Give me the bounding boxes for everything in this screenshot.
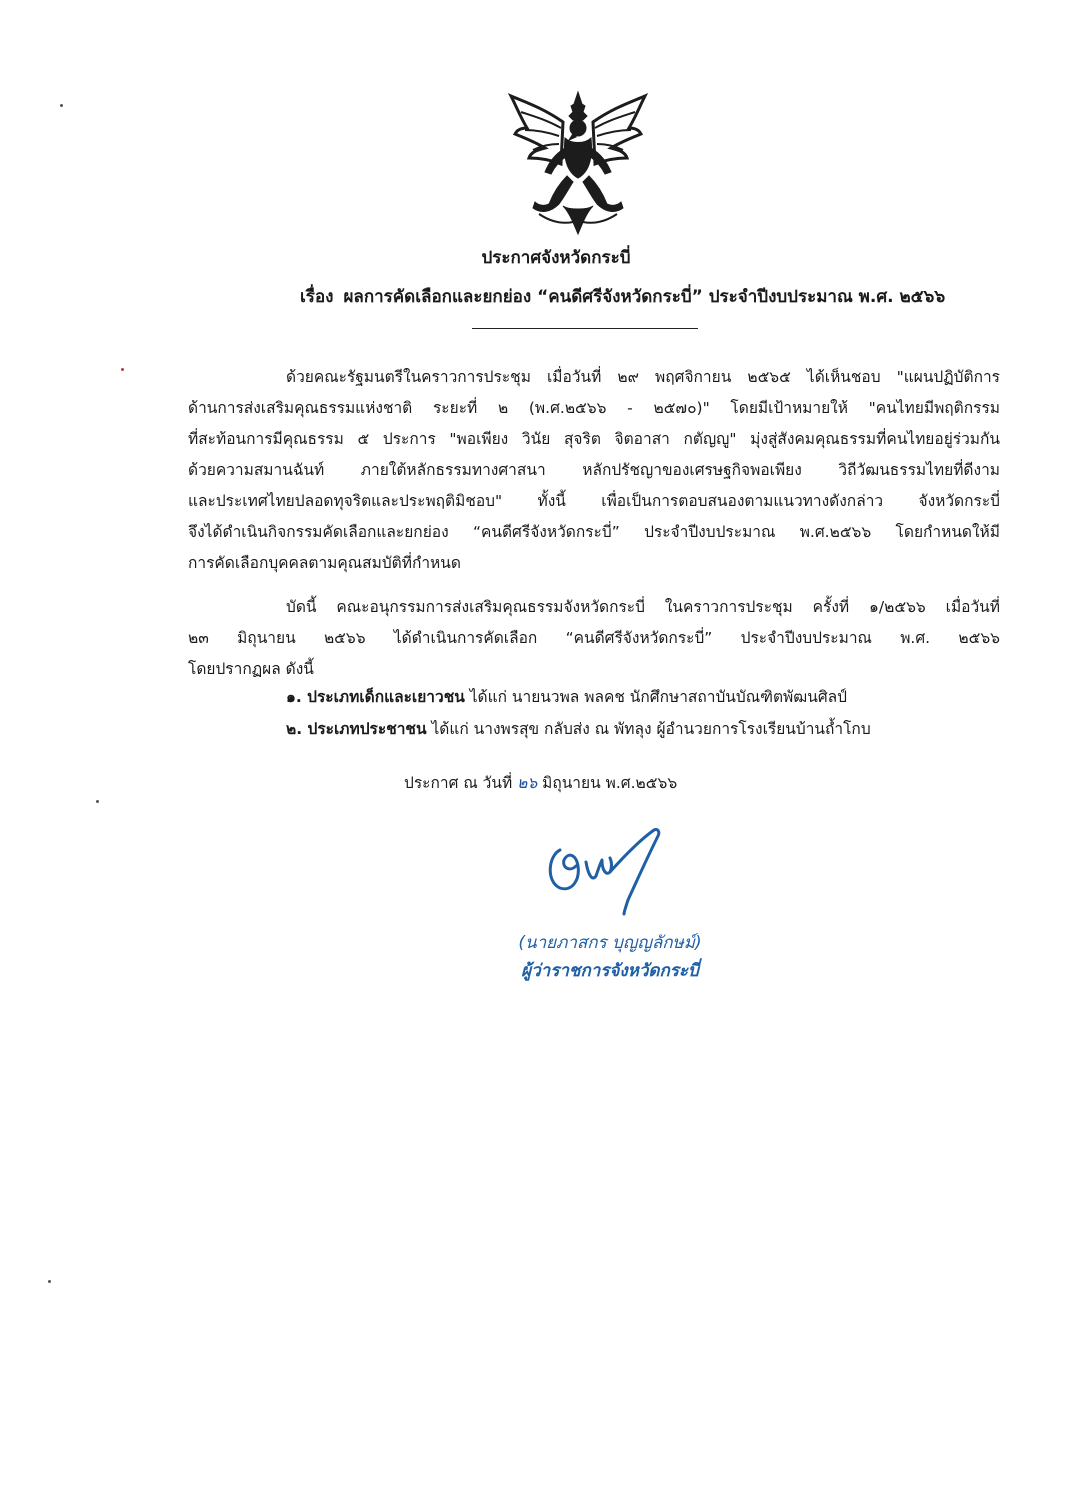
paragraph-line: ที่สะท้อนการมีคุณธรรม ๕ ประการ "พอเพียง วินัย สุจริต จิตอาสา กตัญญู" มุ่งสู่สังคมคุณธรรมที่คนไทยอยู่ร่วมกัน [188,430,1000,448]
scan-speck [60,104,63,107]
paragraph-line: ด้านการส่งเสริมคุณธรรมแห่งชาติ ระยะที่ ๒ (พ.ศ.๒๕๖๖ - ๒๕๗๐)" โดยมีเป้าหมายให้ "คนไทยมีพฤติกรรม [188,399,1000,417]
paragraph-line: ด้วยคณะรัฐมนตรีในคราวการประชุม เมื่อวันที่ ๒๙ พฤศจิกายน ๒๕๖๕ ได้เห็นชอบ "แผนปฏิบัติการ [286,368,1000,386]
paragraph-line: ๒๓ มิถุนายน ๒๕๖๖ ได้ดำเนินการคัดเลือก “คนดีศรีจังหวัดกระบี่” ประจำปีงบประมาณ พ.ศ. ๒๕๖๖ [188,629,1000,647]
paragraph-results [188,592,1000,685]
handwritten-signature [540,826,690,916]
result-category: ๑. ประเภทเด็กและเยาวชน [286,688,465,706]
date-prefix: ประกาศ ณ วันที่ [404,774,513,792]
signer-position: ผู้ว่าราชการจังหวัดกระบี่ [521,961,699,981]
subject-label: เรื่อง [300,287,334,307]
announcement-title: ประกาศจังหวัดกระบี่ [481,248,631,268]
title-divider [472,328,698,329]
paragraph-background [188,362,1000,579]
paragraph-line: โดยปรากฏผล ดังนี้ [188,660,314,678]
date-day: ๒๖ [517,774,538,792]
result-item-youth [286,682,1006,712]
result-item-public [286,714,1006,744]
garuda-emblem-icon [503,88,653,238]
subject-text: ผลการคัดเลือกและยกย่อง “คนดีศรีจังหวัดกระบี่” ประจำปีงบประมาณ พ.ศ. ๒๕๖๖ [343,287,946,307]
paragraph-line: จึงได้ดำเนินกิจกรรมคัดเลือกและยกย่อง “คนดีศรีจังหวัดกระบี่” ประจำปีงบประมาณ พ.ศ.๒๕๖๖ โดยกำหนดให้มี [188,523,1000,541]
result-detail: ได้แก่ นางพรสุข กลับส่ง ณ พัทลุง ผู้อำนวยการโรงเรียนบ้านถ้ำโกบ [431,720,871,738]
scan-speck [96,800,99,803]
announcement-date [404,768,677,798]
paragraph-line: บัดนี้ คณะอนุกรรมการส่งเสริมคุณธรรมจังหวัดกระบี่ ในคราวการประชุม ครั้งที่ ๑/๒๕๖๖ เมื่อวันที่ [286,598,1000,616]
paragraph-line: และประเทศไทยปลอดทุจริตและประพฤติมิชอบ" ทั้งนี้ เพื่อเป็นการตอบสนองตามแนวทางดังกล่าว จังหวัดกระบี่ [188,492,1000,510]
result-category: ๒. ประเภทประชาชน [286,720,427,738]
scan-speck [48,1280,51,1283]
signer-name: (นายภาสกร บุญญลักษม์) [518,933,702,953]
scan-speck [121,368,124,371]
date-suffix: มิถุนายน พ.ศ.๒๕๖๖ [542,774,678,792]
result-detail: ได้แก่ นายนวพล พลคช นักศึกษาสถาบันบัณฑิตพัฒนศิลป์ [469,688,848,706]
paragraph-line: ด้วยความสมานฉันท์ ภายใต้หลักธรรมทางศาสนา หลักปรัชญาของเศรษฐกิจพอเพียง วิถีวัฒนธรรมไทยที่ดีงาม [188,461,1000,479]
announcement-subject [300,285,1020,309]
paragraph-line: การคัดเลือกบุคคลตามคุณสมบัติที่กำหนด [188,554,461,572]
